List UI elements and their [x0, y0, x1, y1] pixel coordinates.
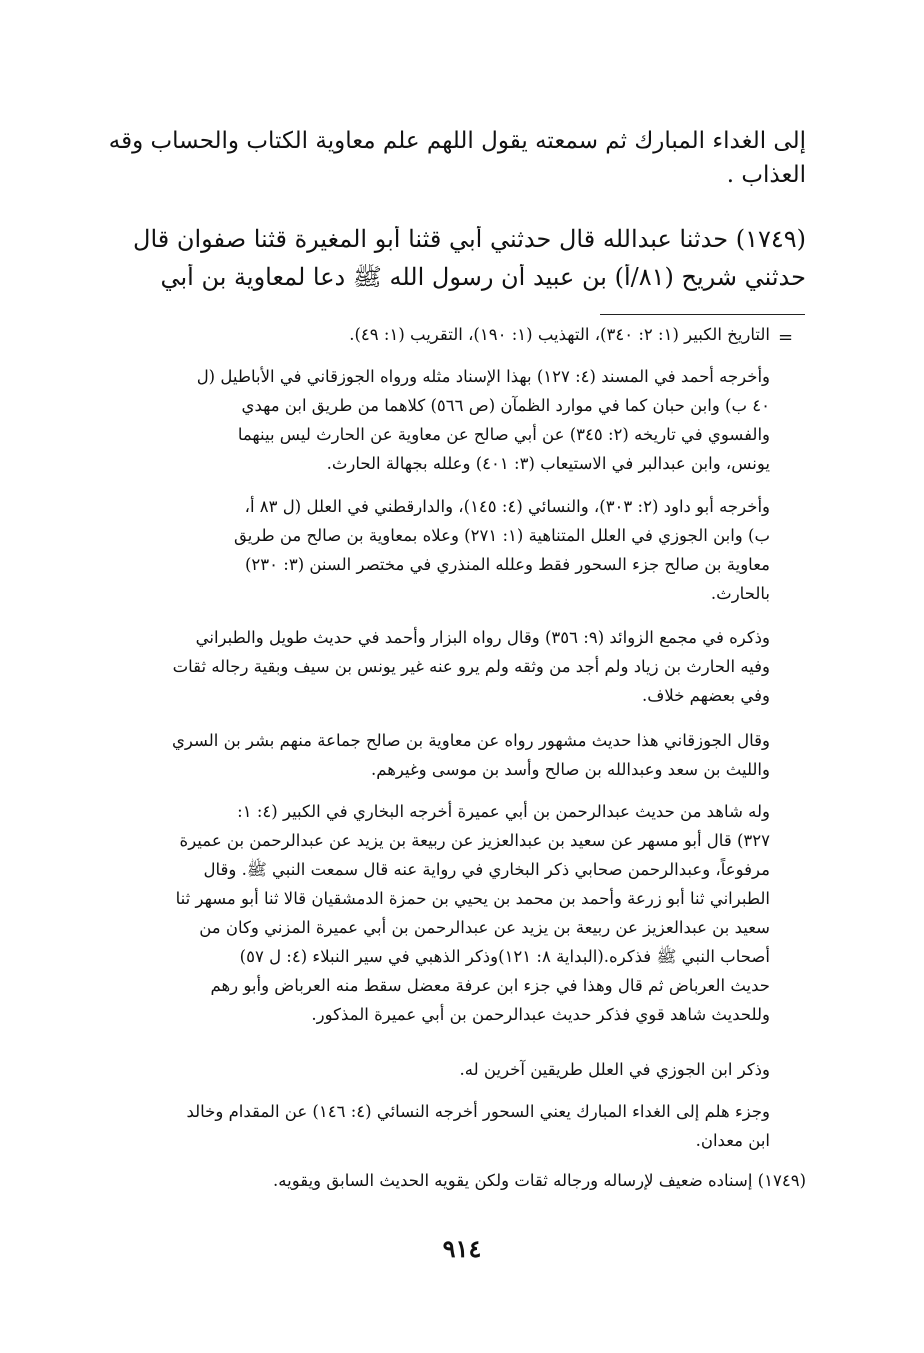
footnote-line: أصحاب النبي ﷺ فذكره.(البداية ٨: ١٢١)وذكر الذهبي في سير النبلاء (٤: ل ٥٧) [239, 947, 770, 966]
footnote-line: ٣٢٧) قال أبو مسهر عن سعيد بن عبدالعزيز عن ربيعة بن يزيد عن عبدالرحمن بن عميرة [179, 831, 770, 850]
footnote-paragraph [108, 492, 770, 608]
main-text-continuation [108, 128, 806, 189]
footnote-line: الطبراني ثنا أبو زرعة وأحمد بن محمد بن يحيي بن حمزة الدمشقيان قالا ثنا أبو مسهر ثنا [175, 889, 770, 908]
footnote-paragraph [108, 362, 770, 478]
footnote-paragraph [108, 797, 770, 1029]
footnote-paragraph [108, 1097, 770, 1155]
footnote-line: والليث بن سعد وعبدالله بن صالح وأسد بن موسى وغيرهم. [370, 760, 770, 779]
footnote-line: سعيد بن عبدالعزيز عن ربيعة بن يزيد عن عبدالرحمن بن أبي عميرة المزني وكان من [199, 918, 770, 937]
footnote-line: ٤٠ ب) وابن حبان كما في موارد الظمآن (ص ٥٦٦) كلاهما من طريق ابن مهدي [241, 396, 770, 415]
footnote-line: وجزء هلم إلى الغداء المبارك يعني السحور أخرجه النسائي (٤: ١٤٦) عن المقدام وخالد [186, 1102, 770, 1121]
footnote-continuation-mark: = [778, 327, 794, 348]
footnote-line: حديث العرباض ثم قال وهذا في جزء ابن عرفة معضل سقط منه العرباض وأبو رهم [210, 976, 770, 995]
footnote-paragraph [108, 623, 770, 710]
footnote-line: وذكره في مجمع الزوائد (٩: ٣٥٦) وقال رواه البزار وأحمد في حديث طويل والطبراني [195, 628, 770, 647]
footnote-line: وأخرجه أحمد في المسند (٤: ١٢٧) بهذا الإسناد مثله ورواه الجوزقاني في الأباطيل (ل [196, 367, 770, 386]
main-line: العذاب . [726, 162, 806, 189]
main-line: إلى الغداء المبارك ثم سمعته يقول اللهم علم معاوية الكتاب والحساب وقه [108, 128, 806, 154]
footnote-line: التاريخ الكبير (١: ٢: ٣٤٠)، التهذيب (١: ١٩٠)، التقريب (١: ٤٩). [349, 325, 770, 344]
footnote-paragraph [108, 726, 770, 784]
footnote-line: معاوية بن صالح جزء السحور فقط وعلله المنذري في مختصر السنن (٣: ٢٣٠) [244, 555, 770, 574]
footnote-line: بالحارث. [710, 584, 770, 603]
footnote-line: وفيه الحارث بن زياد ولم أجد من وثقه ولم يرو عنه غير يونس بن سيف وبقية رجاله ثقات [172, 657, 770, 676]
footnote-line: مرفوعاً، وعبدالرحمن صحابي ذكر البخاري في رواية عنه قال سمعت النبي ﷺ. وقال [203, 860, 770, 879]
footnote-line: وأخرجه أبو داود (٢: ٣٠٣)، والنسائي (٤: ١٤٥)، والدارقطني في العلل (ل ٨٣ أ، [244, 497, 770, 516]
footnote-line: وله شاهد من حديث عبدالرحمن بن أبي عميرة أخرجه البخاري في الكبير (٤: ١: [237, 802, 770, 821]
footnote-separator [600, 314, 805, 315]
footnote-line: ابن معدان. [695, 1131, 770, 1150]
page-number: ٩١٤ [442, 1234, 482, 1263]
footnote-paragraph [108, 1055, 770, 1084]
footnote-line: وذكر ابن الجوزي في العلل طريقين آخرين له. [459, 1060, 770, 1079]
footnote-paragraph-grading [108, 1166, 806, 1195]
hadith-1749 [108, 226, 806, 291]
footnote-line: والفسوي في تاريخه (٢: ٣٤٥) عن أبي صالح عن معاوية عن الحارث ليس بينهما [237, 425, 770, 444]
footnote-line: وللحديث شاهد قوي فذكر حديث عبدالرحمن بن أبي عميرة المذكور. [311, 1005, 770, 1024]
footnote-line: (١٧٤٩) إسناده ضعيف لإرساله ورجاله ثقات ولكن يقويه الحديث السابق ويقويه. [273, 1171, 806, 1190]
footnote-line: يونس، وابن عبدالبر في الاستيعاب (٣: ٤٠١) وعلله بجهالة الحارث. [326, 454, 770, 473]
main-line: حدثني شريح (٨١/أ) بن عبيد أن رسول الله ﷺ دعا لمعاوية بن أبي [160, 263, 806, 291]
main-line: (١٧٤٩) حدثنا عبدالله قال حدثني أبي قثنا أبو المغيرة قثنا صفوان قال [133, 226, 806, 253]
footnote-line: وفي بعضهم خلاف. [642, 686, 770, 705]
footnote-line: وقال الجوزقاني هذا حديث مشهور رواه عن معاوية بن صالح جماعة منهم بشر بن السري [171, 731, 770, 750]
footnote-paragraph [108, 320, 770, 349]
footnote-line: ب) وابن الجوزي في العلل المتناهية (١: ٢٧١) وعلاه بمعاوية بن صالح من طريق [234, 526, 770, 545]
